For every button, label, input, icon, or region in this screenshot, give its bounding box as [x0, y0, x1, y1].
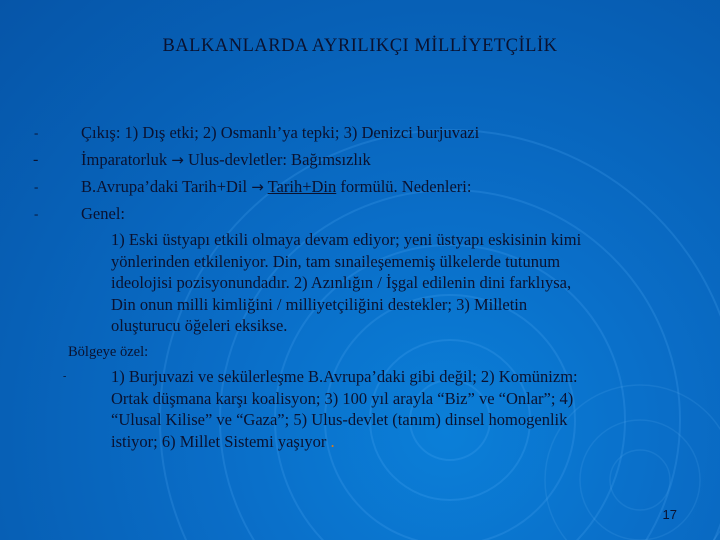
paragraph-line: 1) Eski üstyapı etkili olmaya devam ediyor; yeni üstyapı eskisinin kimi: [111, 230, 582, 249]
general-paragraph: [111, 229, 581, 337]
paragraph-line: Din onun milli kimliğini / milliyetçiliğini destekler; 3) Milletin: [111, 294, 528, 314]
slide-title: BALKANLARDA AYRILIKÇI MİLLİYETÇİLİK: [162, 36, 558, 56]
paragraph-line: ideolojisi pozisyonundadır. 2) Azınlığın / İşgal edilenin dini farklıysa,: [111, 273, 572, 292]
bullet-item-empire: [81, 149, 371, 172]
end-mark: .: [330, 431, 335, 451]
bullet-item-formula: [81, 176, 471, 199]
region-paragraph: [111, 366, 578, 452]
bullet-dash: -: [34, 179, 39, 194]
bullet-text: formülü. Nedenleri:: [336, 177, 472, 196]
paragraph-line: Ortak düşmana karşı koalisyon; 3) 100 yıl arayla “Biz” ve “Onlar”; 4): [111, 388, 574, 408]
bullet-text: İmparatorluk: [81, 150, 172, 169]
bullet-dash: -: [63, 371, 67, 382]
paragraph-line: “Ulusal Kilise” ve “Gaza”; 5) Ulus-devlet (tanım) dinsel homogenlik: [111, 410, 568, 429]
bullet-text: Çıkış: 1) Dış etki; 2) Osmanlı’ya tepki; 3) Denizci burjuvazi: [81, 123, 480, 142]
paragraph-line: yönlerinden etkileniyor. Din, tam sınaileşememiş ülkelerde tutunum: [111, 251, 561, 271]
paragraph-line: istiyor; 6) Millet Sistemi yaşıyor: [111, 431, 327, 451]
arrow-right-icon: →: [251, 178, 264, 196]
paragraph-line: 1) Burjuvazi ve sekülerleşme B.Avrupa’daki gibi değil; 2) Komünizm:: [111, 367, 578, 386]
region-label: Bölgeye özel:: [68, 344, 149, 360]
bullet-dash: -: [34, 206, 39, 221]
bullet-dash: -: [33, 151, 39, 168]
bullet-text: B.Avrupa’daki Tarih+Dil: [81, 177, 252, 196]
page-number: 17: [662, 507, 677, 522]
bullet-text: Ulus-devletler: Bağımsızlık: [183, 150, 371, 169]
underlined-formula: Tarih+Din: [267, 177, 337, 196]
bullet-item-origins: [81, 122, 479, 144]
bullet-dash: -: [34, 125, 39, 140]
paragraph-line: oluşturucu öğeleri eksikse.: [111, 316, 288, 335]
arrow-right-icon: →: [171, 151, 184, 169]
bullet-item-general: [81, 203, 125, 225]
bullet-text: Genel:: [81, 204, 125, 223]
